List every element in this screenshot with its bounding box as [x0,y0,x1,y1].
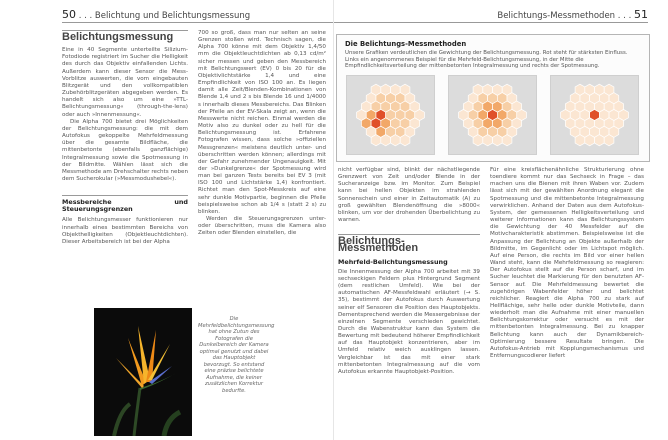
infobox-title: Die Belichtungs-Messmethoden [345,40,467,48]
paragraph: Werden die Steuerungsgrenzen unter- oder überschritten, muss die Kamera also Zeiten oder Blenden einstellen, die [198,216,326,237]
subheading-mehrfeld: Mehrfeld-Belichtungsmessung [338,257,448,266]
spot-hex-cell [575,135,585,146]
paragraph: Die Alpha 700 bietet drei Möglichkeiten der Belichtungsmessung: die mit dem Autofokus gekoppelte Mehrfeldmessung über die gesamte Bildfläche, die mittenbetonte (ebenfalls ganzflächige) Integralmessung sowie die Spotmessung in der Bildmitte. Wählen lässt sich die Messmethode am Drehschalter rechts neben dem Sucherokular (»Messmodushebel«). [62,118,188,182]
multi-segment-hex-cell [400,135,410,146]
spot-graphic [550,75,639,155]
center-weighted-hex-cell [483,135,493,146]
left-page-number: 50 [62,8,76,21]
spot-hex-cell [595,135,605,146]
metering-infobox [336,34,650,162]
left-running-head: 50 . . . Belichtung und Belichtungsmessung [62,8,251,21]
center-weighted-hex-cell [473,135,483,146]
spot-hex-cell [585,135,595,146]
center-weighted-hex-cell [493,135,503,146]
right-column-1 [338,167,480,376]
multi-segment-graphic [346,75,435,155]
spot-hex-cell [604,135,614,146]
subheading-messbereiche: Messbereiche und Steuerungsgrenzen [62,198,188,214]
photo-caption: Die Mehrfeldbelichtungsmessung hat ohne Zutun des Fotografen die Dunkelbereich der Kamera optimal genutzt und dabei das Hauptobjekt bevorzugt. So entstand eine präzise belichtete Aufnahme, die keiner zusätzlichen Korrektur bedurfte. [198,316,275,394]
center-weighted-hex-cell [502,135,512,146]
right-running-head-title: Belichtungs-Messmethoden [497,11,616,21]
left-column-2 [198,30,326,238]
multi-segment-hex-cell [371,135,381,146]
left-running-head-title: Belichtung und Belichtungsmessung [94,11,251,21]
multi-segment-hex-cell [381,135,391,146]
right-page [334,0,668,440]
section-title-belichtungsmessung: Belichtungsmessung [62,31,174,43]
paragraph: Eine in 40 Segmente unterteilte Silizium-Fotodiode registriert im Sucher die Helligkeit des durch das Objektiv einfallenden Lichts. Außerdem kann dieser Sensor die Mess-Vorblitze auswerten, die vom eingebauten Blitzgerät und den vollkompatiblen Zubehörblitzgeräten abgegeben werden. Es handelt sich also um eine »TTL-Belichtungsmessung« (through-the-lens) oder auch »Innenmessung«. [62,47,188,118]
paragraph: Für eine kreisflächenähnliche Strukturierung ohne toendiere kommt nur das Sechseck in Frage – das machen uns die Bienen mit ihren Waben vor. Zudem lässt sich mit der gewählten Anordnung elegant die Spotmessung und die mittenbetonte Integralmessung verwirklichen. Anhand der Daten aus dem Autofokus-System, der gemessenen Helligkeitsverteilung und weiterer Informationen kann das Belichtungssystem die Gewichtung der 40 Messfelder auf die Motivcharakteristik abstimmen. Beispielsweise ist die Anpassung der Belichtung an Objekte außerhalb der Bildmitte, im Gegenlicht oder im Lichtspot möglich. Auf eine Person, die rechts im Bild vor einer hellen Wand steht, kann die Mehrfeldmessung so reagieren: Der Autofokus stellt auf die Person scharf, und im Sucher leuchtet die Markierung für den benutzten AF-Sensor auf. Die Mehrfeldmessung bewertet die zugehörigen Wabenfelder höher und belichtet reichlicher. Reagiert die Alpha 700 zu stark auf Hellflächige, sehr helle oder dunkle Motivteile, dann wiederholt man die Aufnahme mit einer manuellen Belichtungskorrektur oder versucht es mit der mittenbetonten Integralmessung. Bei zu knapper Belichtung kann auch der Dynamikbereich-Optimierung bessere Resultate bringen. Die Autofokus-Antrieb mit Kopplungsmechanismus und Entfernungscodierer liefert [490,167,644,360]
section-title-messmethoden: Belichtungs-Messmethoden [338,235,419,255]
bird-of-paradise-photo [94,308,192,436]
right-running-head: Belichtungs-Messmethoden . . . 51 [497,8,648,21]
right-header-rule [334,22,648,23]
right-column-2 [490,167,644,360]
right-page-number: 51 [634,8,648,21]
paragraph: 700 so groß, dass man nur selten an seine Grenzen stoßen wird. Technisch sagen, die Alpha 700 könne mit dem Objektiv 1,4/50 mm die Objektleuchtdichten ab 0,13 cd/m² sicher messen und geben den Messbereich mit Belichtungswert (EV) 0 bis 20 für die Objektivlichtstärke 1,4 und eine Empfindlichkeit von ISO 100 an. Es liegen damit alle Zeit/Blenden-Kombinationen von Blende 1,4 und 2 s bis Blende 16 und 1/4000 s innerhalb dieses Messbereichs. Das Blinken der Pfeile an der EV-Skala zeigt an, wenn die Messwerte nicht reichen. Einmal werden die Motiv also zu dunkel oder zu hell für die Belichtungsmessung ist. Erfahrene Fotografen wissen, dass solche »offiziellen Messgrenzen« meistens deutlich unter- und überschritten werden können; allerdings mit der Gefahr zunehmender Ungenauigkeit. Mit der »Dunkelgrenze« der Spotmessung wird man bei ganzen Tests bereits bei EV 3 (mit ISO 100 und Lichtstärke 1,4) konfrontiert. Richtet man den Spot-Messkreis auf eine sehr dunkle Motivpartie, beginnen die Pfeile beispielsweise schon ab 1/4 s (statt 2 s) zu blinken. [198,30,326,215]
paragraph: Die Innenmessung der Alpha 700 arbeitet mit 39 sechseckigen Feldern plus Hintergrund Segment (dem restlichen Umfeld). Wie bei der automatischen AF-Messfeldwahl erläutert (→ S. 35), bestimmt der Autofokus durch Auswertung seiner elf Sensoren die Position des Hauptobjekts. Dementsprechend werden die Messergebnisse der einzelnen Segmente verschieden gewichtet. Durch die Wabenstruktur kann das System die Bewertung mit bedeutend höherer Empfindlichkeit auf das Hauptobjekt konzentrieren, aber im Umfeld relativ weich ausklingen lassen. Vergleichbar ist das mit einer stark mittenbetonten Integralmessung auf die vom Autofokus erkannte Hauptobjekt-Position. [338,268,480,375]
infobox-text: Unsere Grafiken verdeutlichen die Gewichtung der Belichtungsmessung. Rot steht für stärksten Einfluss. Links ein angenommenes Beispiel für die Mehrfeld-Belichtungsmessung, in der Mitte die Empfindlichkeitsverteilung der mittenbetonten Integralmessung und rechts der Spotmessung. [345,50,628,70]
paragraph: Alle Belichtungsmesser funktionieren nur innerhalb eines bestimmten Bereichs von Objekthelligkeiten (Objektleuchtdichten). Dieser Arbeitsbereich ist bei der Alpha [62,217,188,245]
left-column-1 [62,30,188,246]
paragraph: nicht verfügbar sind, blinkt der nächstliegende Grenzwert von Zeit und/oder Blende in der Sucheranzeige bzw. im Monitor. Zum Beispiel kann bei hellen Objekten im strahlenden Sonnenschein und einer in Zeitautomatik (A) zu groß gewählten Blendenöffnung die »8000« blinken, um vor der drohenden Überbelichtung zu warnen. [338,167,480,224]
left-header-rule [62,22,334,23]
center-weighted-graphic [448,75,537,155]
multi-segment-hex-cell [391,135,401,146]
